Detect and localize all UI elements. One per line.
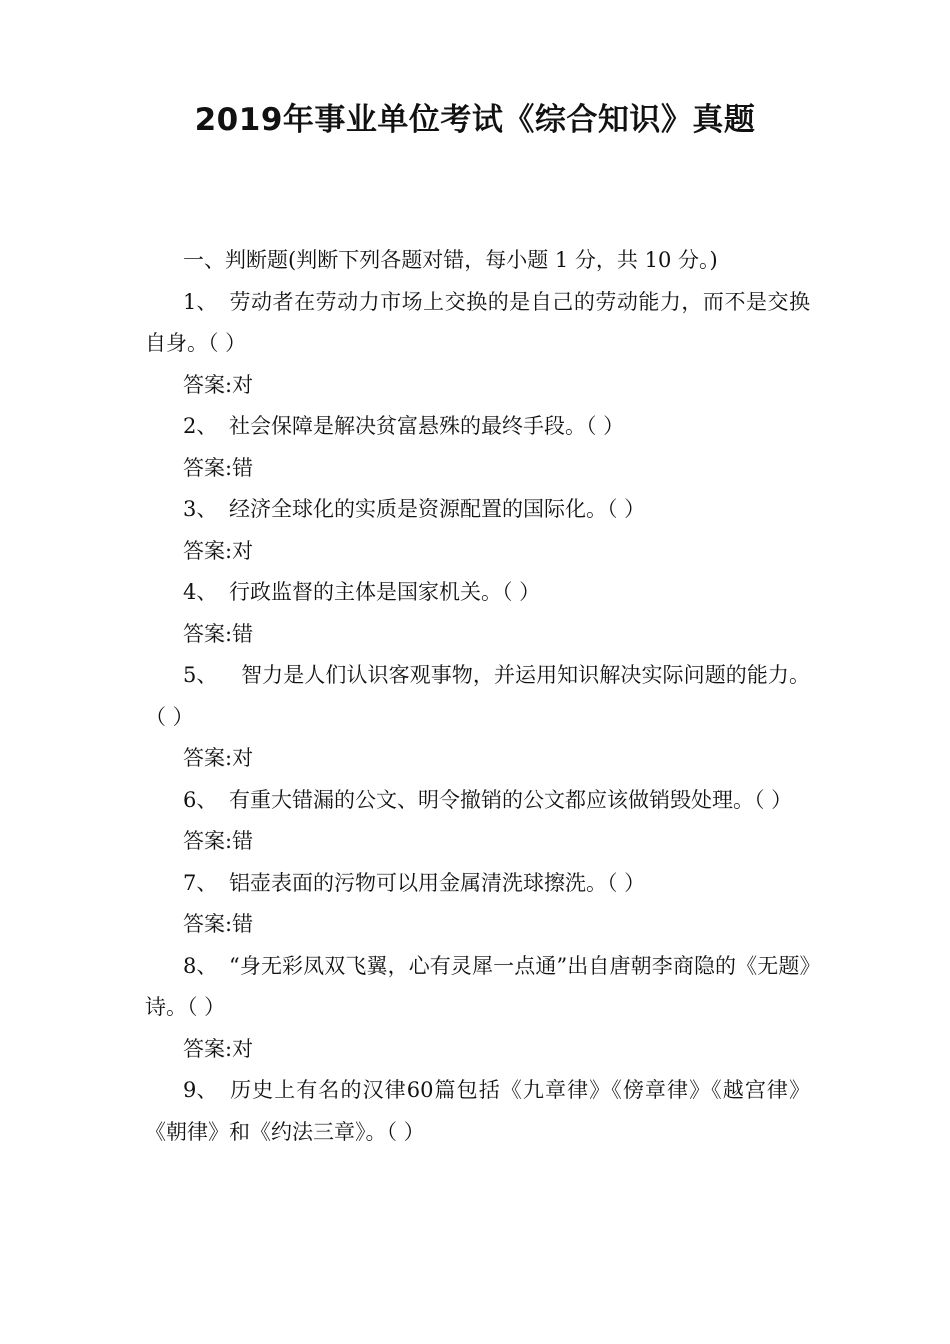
question-5: [145, 655, 810, 738]
question-8: [145, 946, 810, 1029]
question-number: 5、: [183, 663, 218, 687]
answer-label: 答案:: [183, 912, 233, 936]
question-number: 6、: [183, 787, 218, 812]
question-text: 行政监督的主体是国家机关。（ ）: [229, 580, 541, 604]
question-number: 3、: [183, 497, 218, 521]
section-heading: 一、判断题(判断下列各题对错，每小题 1 分，共 10 分。): [183, 248, 718, 272]
answer-value: 错: [232, 829, 254, 853]
answer-4: [145, 614, 810, 656]
question-text: 铝壶表面的污物可以用金属清洗球擦洗。（ ）: [229, 870, 646, 895]
answer-value: 对: [232, 746, 254, 770]
answer-label: 答案:: [183, 746, 233, 770]
answer-8: [145, 1029, 810, 1071]
question-text: 有重大错漏的公文、明令撤销的公文都应该做销毁处理。（ ）: [229, 787, 793, 812]
question-1: [145, 282, 810, 365]
answer-3: [145, 531, 810, 573]
question-text: 社会保障是解决贫富悬殊的最终手段。（ ）: [229, 414, 625, 438]
answer-label: 答案:: [183, 1036, 233, 1061]
question-6: [145, 780, 810, 822]
answer-1: [145, 365, 810, 407]
document-body: [145, 240, 810, 1153]
question-text: 历史上有名的汉律60篇包括《九章律》《傍章律》《越宫律》《朝律》和《约法三章》。（ ）: [145, 1078, 810, 1144]
question-number: 4、: [183, 580, 218, 604]
question-4: [145, 572, 810, 614]
answer-label: 答案:: [183, 372, 233, 397]
answer-6: [145, 821, 810, 863]
question-number: 8、: [183, 953, 218, 978]
answer-5: [145, 738, 810, 780]
answer-value: 错: [232, 912, 254, 936]
question-text: 智力是人们认识客观事物，并运用知识解决实际问题的能力。（ ）: [145, 663, 810, 729]
answer-label: 答案:: [183, 829, 233, 853]
question-number: 1、: [183, 289, 218, 314]
question-text: “身无彩凤双飞翼，心有灵犀一点通”出自唐朝李商隐的《无题》诗。（ ）: [145, 953, 810, 1019]
answer-value: 对: [232, 1036, 254, 1061]
answer-value: 对: [232, 538, 254, 563]
question-number: 9、: [183, 1078, 218, 1102]
question-number: 2、: [183, 414, 218, 438]
answer-2: [145, 448, 810, 490]
question-2: [145, 406, 810, 448]
question-7: [145, 863, 810, 905]
answer-label: 答案:: [183, 621, 233, 646]
answer-label: 答案:: [183, 455, 233, 480]
question-text: 劳动者在劳动力市场上交换的是自己的劳动能力，而不是交换自身。（ ）: [145, 289, 810, 355]
answer-value: 对: [232, 372, 254, 397]
question-3: [145, 489, 810, 531]
answer-7: [145, 904, 810, 946]
answer-value: 错: [232, 621, 254, 646]
question-9: [145, 1070, 810, 1153]
question-number: 7、: [183, 870, 218, 895]
document-title: 2019年事业单位考试《综合知识》真题: [194, 102, 756, 138]
answer-label: 答案:: [183, 538, 233, 563]
answer-value: 错: [232, 455, 254, 480]
question-text: 经济全球化的实质是资源配置的国际化。（ ）: [229, 497, 646, 521]
